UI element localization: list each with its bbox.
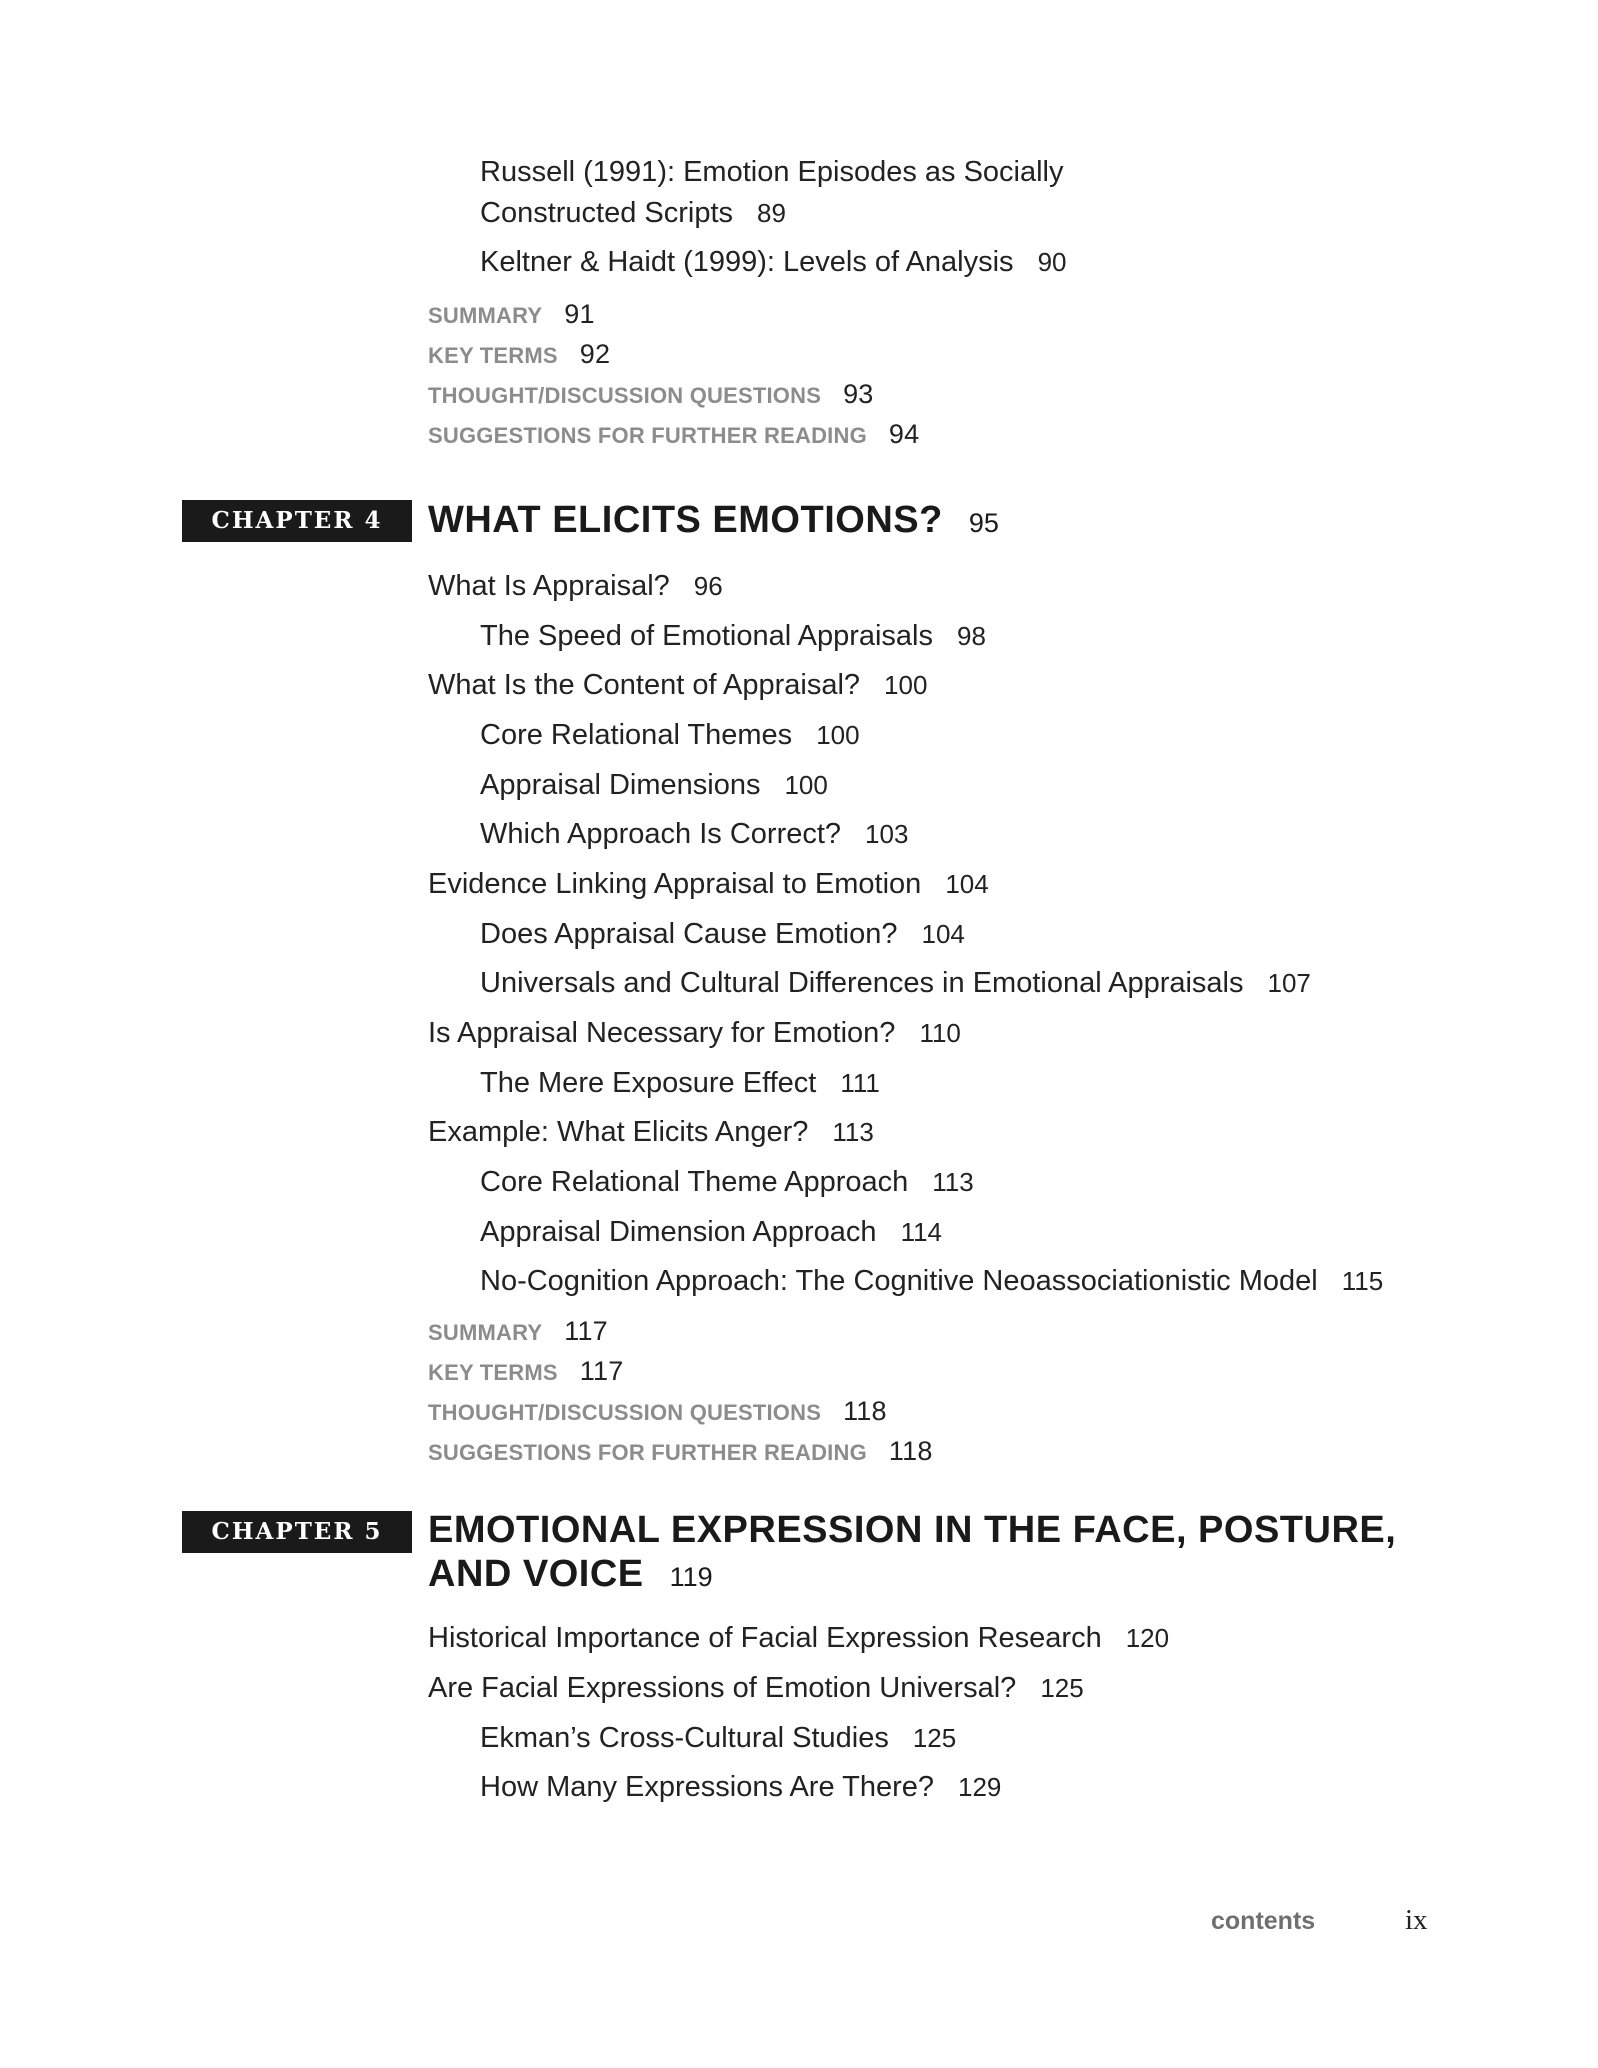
entry-page: 110 <box>919 1018 961 1048</box>
toc-entry[interactable] <box>428 1668 1084 1708</box>
entry-page: 113 <box>932 1167 974 1197</box>
entry-title: Appraisal Dimension Approach <box>480 1216 877 1248</box>
entry-title: Does Appraisal Cause Emotion? <box>480 918 898 950</box>
entry-page: 129 <box>958 1772 1002 1802</box>
entry-title: How Many Expressions Are There? <box>480 1771 935 1803</box>
toc-entry[interactable] <box>428 864 989 904</box>
end-matter-further-reading[interactable] <box>428 414 919 456</box>
entry-page: 115 <box>1341 1266 1384 1296</box>
toc-entry[interactable] <box>480 242 1066 282</box>
chapter-title-line2 <box>428 1552 1396 1599</box>
toc-entry[interactable] <box>480 1718 956 1758</box>
entry-page: 113 <box>832 1117 874 1147</box>
toc-entry[interactable] <box>480 914 965 954</box>
end-matter-label: SUMMARY <box>428 1320 543 1345</box>
end-matter-questions[interactable] <box>428 374 874 416</box>
chapter-title-text: AND VOICE <box>428 1553 644 1595</box>
end-matter-page: 118 <box>843 1396 887 1426</box>
end-matter-label: KEY TERMS <box>428 343 558 368</box>
entry-page: 103 <box>865 819 909 849</box>
toc-entry[interactable] <box>428 566 723 606</box>
chapter-page: 119 <box>669 1562 713 1592</box>
end-matter-page: 117 <box>564 1316 608 1346</box>
end-matter-summary[interactable] <box>428 294 595 336</box>
entry-title: Russell (1991): Emotion Episodes as Socially <box>480 156 1064 188</box>
toc-entry[interactable] <box>480 1261 1383 1301</box>
entry-page: 111 <box>840 1068 880 1098</box>
end-matter-page: 91 <box>564 299 595 329</box>
end-matter-label: SUGGESTIONS FOR FURTHER READING <box>428 1440 867 1465</box>
chapter-page: 95 <box>968 508 999 538</box>
toc-entry[interactable] <box>428 1112 874 1152</box>
chapter-title-text: WHAT ELICITS EMOTIONS? <box>428 499 943 541</box>
entry-title: What Is Appraisal? <box>428 570 670 602</box>
end-matter-page: 92 <box>579 339 611 369</box>
end-matter-further-reading[interactable] <box>428 1431 933 1473</box>
entry-title: Which Approach Is Correct? <box>480 818 842 850</box>
chapter-5-tab: CHAPTER 5 <box>182 1511 412 1553</box>
chapter-title-line1: EMOTIONAL EXPRESSION IN THE FACE, POSTURE, <box>428 1509 1397 1551</box>
entry-title: Ekman’s Cross-Cultural Studies <box>480 1722 889 1754</box>
entry-title: No-Cognition Approach: The Cognitive Neoassociationistic Model <box>480 1265 1318 1297</box>
toc-entry[interactable] <box>480 1767 1001 1807</box>
end-matter-key-terms[interactable] <box>428 1351 623 1393</box>
entry-page: 104 <box>945 869 989 899</box>
chapter-4-tab: CHAPTER 4 <box>182 500 412 542</box>
entry-page: 107 <box>1267 968 1311 998</box>
toc-entry[interactable] <box>480 814 908 854</box>
entry-page: 100 <box>784 770 828 800</box>
toc-entry[interactable] <box>480 193 786 233</box>
entry-title: Universals and Cultural Differences in Emotional Appraisals <box>480 967 1244 999</box>
end-matter-label: KEY TERMS <box>428 1360 558 1385</box>
entry-page: 114 <box>900 1217 943 1247</box>
page-number: ix <box>1405 1904 1428 1936</box>
entry-title: Are Facial Expressions of Emotion Universal? <box>428 1672 1017 1704</box>
chapter-5-title[interactable] <box>428 1508 1396 1599</box>
entry-title: What Is the Content of Appraisal? <box>428 669 861 701</box>
toc-entry[interactable] <box>480 1063 880 1103</box>
entry-title: Constructed Scripts <box>480 197 734 229</box>
running-footer-label: contents <box>1211 1907 1316 1935</box>
entry-title: The Speed of Emotional Appraisals <box>480 620 933 652</box>
entry-page: 100 <box>884 670 928 700</box>
end-matter-key-terms[interactable] <box>428 334 610 376</box>
toc-entry[interactable] <box>480 152 1064 192</box>
entry-title: Core Relational Theme Approach <box>480 1166 909 1198</box>
entry-page: 100 <box>816 720 860 750</box>
end-matter-page: 118 <box>888 1436 933 1466</box>
toc-entry[interactable] <box>480 1212 942 1252</box>
entry-title: Appraisal Dimensions <box>480 769 761 801</box>
entry-title: Keltner & Haidt (1999): Levels of Analysis <box>480 246 1014 278</box>
entry-page: 98 <box>957 621 986 651</box>
entry-title: Is Appraisal Necessary for Emotion? <box>428 1017 896 1049</box>
toc-entry[interactable] <box>428 1618 1169 1658</box>
toc-entry[interactable] <box>428 1013 961 1053</box>
toc-entry[interactable] <box>480 765 828 805</box>
end-matter-label: SUMMARY <box>428 303 543 328</box>
entry-title: Historical Importance of Facial Expression Research <box>428 1622 1102 1654</box>
entry-page: 96 <box>693 571 723 601</box>
end-matter-page: 117 <box>579 1356 624 1386</box>
toc-entry[interactable] <box>480 1162 974 1202</box>
end-matter-label: THOUGHT/DISCUSSION QUESTIONS <box>428 383 822 408</box>
chapter-4-title[interactable] <box>428 498 999 545</box>
entry-page: 125 <box>1040 1673 1084 1703</box>
toc-entry[interactable] <box>480 963 1311 1003</box>
toc-entry[interactable] <box>480 715 860 755</box>
entry-page: 89 <box>757 198 786 228</box>
entry-page: 104 <box>921 919 965 949</box>
entry-title: Example: What Elicits Anger? <box>428 1116 809 1148</box>
entry-title: Core Relational Themes <box>480 719 793 751</box>
end-matter-page: 94 <box>888 419 920 449</box>
toc-entry[interactable] <box>480 616 986 656</box>
end-matter-summary[interactable] <box>428 1311 608 1353</box>
end-matter-page: 93 <box>843 379 874 409</box>
end-matter-label: SUGGESTIONS FOR FURTHER READING <box>428 423 867 448</box>
entry-page: 125 <box>912 1723 957 1753</box>
toc-entry[interactable] <box>428 665 927 705</box>
end-matter-questions[interactable] <box>428 1391 887 1433</box>
entry-page: 120 <box>1125 1623 1170 1653</box>
entry-page: 90 <box>1037 247 1067 277</box>
entry-title: The Mere Exposure Effect <box>480 1067 817 1099</box>
end-matter-label: THOUGHT/DISCUSSION QUESTIONS <box>428 1400 822 1425</box>
entry-title: Evidence Linking Appraisal to Emotion <box>428 868 922 900</box>
